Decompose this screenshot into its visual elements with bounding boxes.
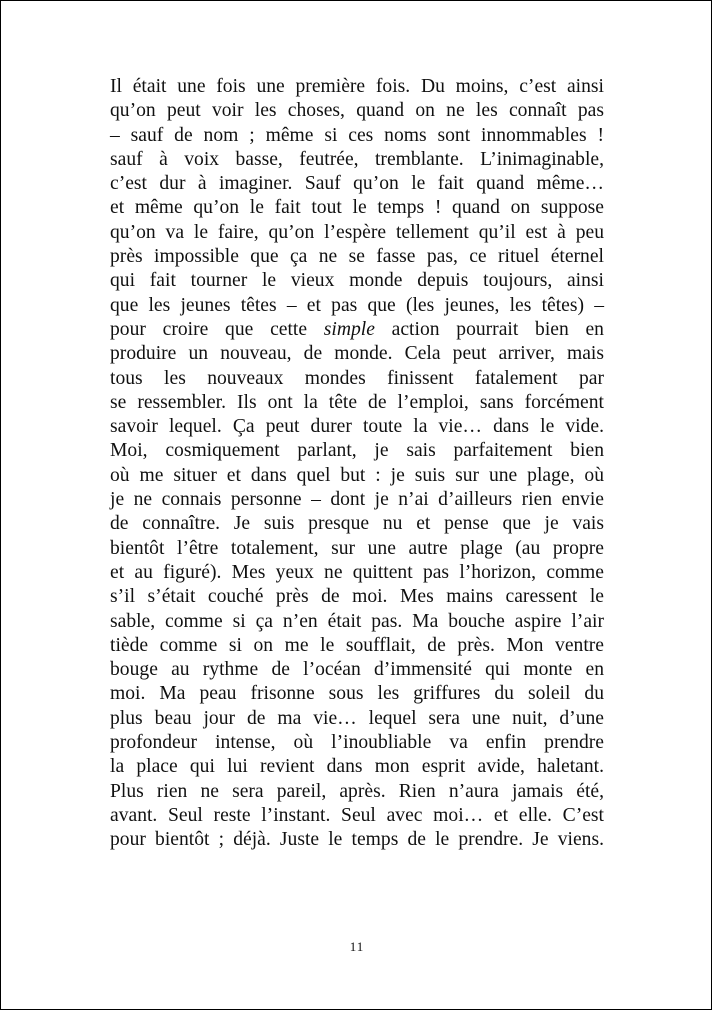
text-segment: action pourrait bien en xyxy=(374,318,604,340)
text-line: qui fait tourner le vieux monde depuis toujours, ainsi xyxy=(110,270,604,292)
text-line: savoir lequel. Ça peut durer toute la vie… dans le vide. xyxy=(110,416,604,438)
text-line: plus beau jour de ma vie… lequel sera une nuit, d’une xyxy=(110,707,604,729)
text-line: Il était une fois une première fois. Du moins, c’est ainsi xyxy=(110,76,604,97)
text-line: qu’on va le faire, qu’on l’espère tellement qu’il est à peu xyxy=(110,221,604,243)
text-line: Plus rien ne sera pareil, après. Rien n’aura jamais été, xyxy=(110,780,604,802)
text-line: près impossible que ça ne se fasse pas, ce rituel éternel xyxy=(110,246,604,268)
text-line: bouge au rythme de l’océan d’immensité qui monte en xyxy=(110,659,604,681)
text-line: où me situer et dans quel but : je suis sur une plage, où xyxy=(110,464,604,486)
text-line: sable, comme si ça n’en était pas. Ma bouche aspire l’air xyxy=(110,610,604,632)
text-line: et même qu’on le fait tout le temps ! quand on suppose xyxy=(110,197,604,219)
text-line: Moi, cosmiquement parlant, je sais parfaitement bien xyxy=(110,440,604,462)
text-line: je ne connais personne – dont je n’ai d’ailleurs rien envie xyxy=(110,489,604,511)
text-line: la place qui lui revient dans mon esprit avide, haletant. xyxy=(110,756,604,778)
text-line: pour bientôt ; déjà. Juste le temps de le prendre. Je viens. xyxy=(110,829,604,851)
text-line: que les jeunes têtes – et pas que (les jeunes, les têtes) – xyxy=(110,294,604,316)
text-line: produire un nouveau, de monde. Cela peut arriver, mais xyxy=(110,343,604,365)
text-line: bientôt l’être totalement, sur une autre plage (au propre xyxy=(110,537,604,559)
text-line: avant. Seul reste l’instant. Seul avec moi… et elle. C’est xyxy=(110,804,604,826)
text-line xyxy=(110,318,604,342)
text-line: se ressembler. Ils ont la tête de l’emploi, sans forcément xyxy=(110,391,604,413)
text-line: de connaître. Je suis presque nu et pense que je vais xyxy=(110,513,604,535)
emphasized-word: simple xyxy=(323,318,375,340)
text-line: qu’on peut voir les choses, quand on ne les connaît pas xyxy=(110,100,604,122)
text-line: tiède comme si on me le soufflait, de près. Mon ventre xyxy=(110,634,604,656)
text-line: et au figuré). Mes yeux ne quittent pas l’horizon, comme xyxy=(110,561,604,583)
text-segment: pour croire que cette xyxy=(110,318,324,340)
body-paragraph xyxy=(110,75,604,853)
text-line: moi. Ma peau frisonne sous les griffures du soleil du xyxy=(110,683,604,705)
text-line: – sauf de nom ; même si ces noms sont innommables ! xyxy=(110,124,604,146)
text-line: profondeur intense, où l’inoubliable va enfin prendre xyxy=(110,732,604,754)
text-line: sauf à voix basse, feutrée, tremblante. L’inimaginable, xyxy=(110,148,604,170)
text-line: c’est dur à imaginer. Sauf qu’on le fait quand même… xyxy=(110,173,604,195)
page-number: 11 xyxy=(349,939,365,954)
text-line: s’il s’était couché près de moi. Mes mains caressent le xyxy=(110,586,604,608)
text-line: tous les nouveaux mondes finissent fatalement par xyxy=(110,367,604,389)
